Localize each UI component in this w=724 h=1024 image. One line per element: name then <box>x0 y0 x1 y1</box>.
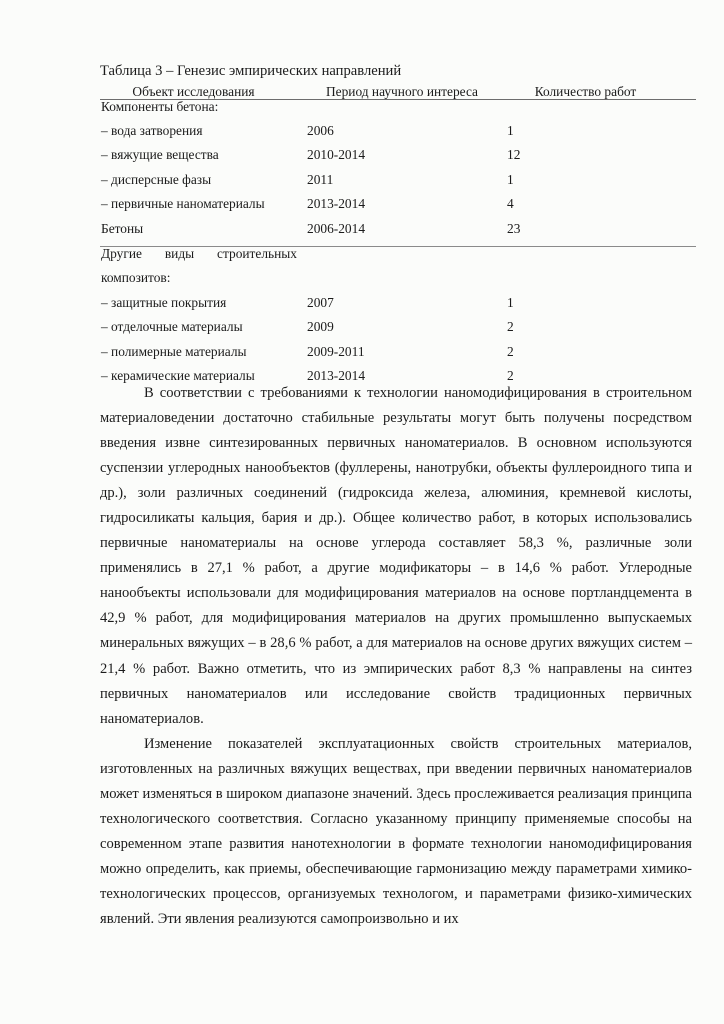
section-heading-other-composites-line2: композитов: <box>101 270 171 286</box>
column-header-period: Период научного интереса <box>325 84 479 100</box>
cell-count: 2 <box>507 367 514 383</box>
empty-cell <box>505 271 696 295</box>
column-header-count: Количество работ <box>534 84 637 100</box>
paragraph-performance-indicators-change: Изменение показателей эксплуатационных свойств строительных материалов, изготовленных на различных вяжущих веществах, при введении первичных наноматериалов может изменяться в широком диапазоне значений. Здесь прослеживается реализация принципа технологического соответствия. Согласно указанному принципу применяемые способы на современном этапе развития нанотехнологии в формате технологии наномодифицирования можно определить, как приемы, обеспечивающие гармонизацию между параметрами химико-технологических процессов, организуемых технологом, и параметрами физико-химических явлений. Эти явления реализуются самопроизвольно и их <box>100 735 692 927</box>
cell-period: 2006 <box>307 123 334 139</box>
table-body <box>100 99 696 393</box>
table-row <box>100 173 696 197</box>
empty-cell <box>505 247 696 271</box>
section-heading-line1-text: Другие виды строительных <box>101 245 297 261</box>
section-heading-other-composites-line1 <box>100 247 305 271</box>
cell-period: 2013-2014 <box>307 196 366 212</box>
cell-period: 2009 <box>307 319 334 335</box>
cell-count: 12 <box>507 147 521 163</box>
cell-period: 2006-2014 <box>307 220 366 236</box>
cell-period: 2013-2014 <box>307 367 366 383</box>
body-text <box>100 381 692 932</box>
cell-count: 23 <box>507 220 521 236</box>
table-row <box>100 320 696 344</box>
cell-count: 4 <box>507 196 514 212</box>
table-block <box>100 62 696 393</box>
cell-object: – вода затворения <box>101 123 203 139</box>
table-caption: Таблица 3 – Генезис эмпирических направлений <box>100 63 402 79</box>
table-section-heading-row <box>100 99 696 124</box>
column-header-object: Объект исследования <box>132 84 255 100</box>
empty-cell <box>505 99 696 124</box>
table-row <box>100 222 696 247</box>
table-row <box>100 148 696 172</box>
cell-object: – дисперсные фазы <box>101 171 212 187</box>
cell-period: 2010-2014 <box>307 147 366 163</box>
table-header-row <box>100 85 696 98</box>
cell-count: 1 <box>507 123 514 139</box>
cell-count: 2 <box>507 343 514 359</box>
cell-count: 2 <box>507 319 514 335</box>
section-heading-concrete-components: Компоненты бетона: <box>101 98 219 114</box>
genesis-table <box>100 85 696 393</box>
empty-cell <box>305 271 505 295</box>
empty-cell <box>305 247 505 271</box>
table-header <box>100 85 696 99</box>
cell-period: 2007 <box>307 294 334 310</box>
cell-object: – полимерные материалы <box>101 343 247 359</box>
table-section-heading-row <box>100 247 696 271</box>
cell-object: – защитные покрытия <box>101 294 227 310</box>
cell-period: 2009-2011 <box>307 343 365 359</box>
cell-object: – вяжущие вещества <box>101 147 219 163</box>
cell-object: – первичные наноматериалы <box>101 196 265 212</box>
paragraph-nanomodification-requirements: В соответствии с требованиями к технологии наномодифицирования в строительном материаловедении достаточно стабильные результаты могут быть получены посредством введения извне синтезированных первичных наноматериалов. В основном используются суспензии углеродных нанообъектов (фуллерены, нанотрубки, объекты фуллероидного типа и др.), золи различных соединений (гидроксида железа, алюминия, кремневой кислоты, гидросиликаты кальция, бария и др.). Общее количество работ, в которых использовались первичные наноматериалы на основе углерода составляет 58,3 %, различные золи применялись в 27,1 % работ, а другие модификаторы – в 14,6 % работ. Углеродные нанообъекты использовали для модифицирования материалов на основе портландцемента в 42,9 % работ, для модифицирования материалов на других промышленно выпускаемых минеральных вяжущих – в 28,6 % работ, а для материалов на основе других вяжущих систем – 21,4 % работ. Важно отметить, что из эмпирических работ 8,3 % направлены на синтез первичных наноматериалов или исследование свойств традиционных первичных наноматериалов. <box>100 385 692 727</box>
cell-count: 1 <box>507 171 514 187</box>
table-row <box>100 345 696 369</box>
table-row <box>100 296 696 320</box>
cell-object: – керамические материалы <box>101 367 255 383</box>
cell-period: 2011 <box>307 171 334 187</box>
cell-object: Бетоны <box>101 220 144 236</box>
table-section-heading-row <box>100 271 696 295</box>
table-row <box>100 197 696 221</box>
empty-cell <box>305 99 505 124</box>
cell-object: – отделочные материалы <box>101 319 243 335</box>
table-row <box>100 124 696 148</box>
cell-count: 1 <box>507 294 514 310</box>
